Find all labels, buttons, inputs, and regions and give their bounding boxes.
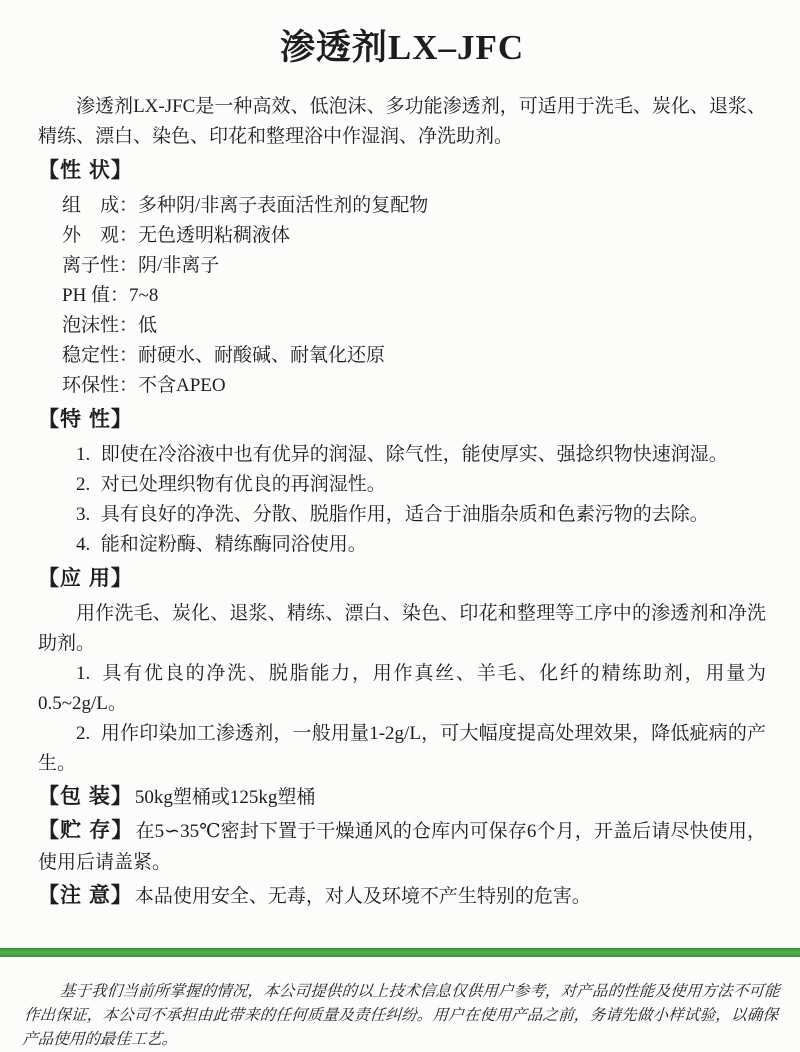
item-number: 1. xyxy=(76,663,91,684)
property-label: 泡沫性： xyxy=(62,315,139,336)
feature-item xyxy=(38,470,766,500)
feature-item xyxy=(38,500,766,530)
item-text: 具有良好的净洗、分散、脱脂作用，适合于油脂杂质和色素污物的去除。 xyxy=(100,504,709,525)
features-list xyxy=(38,440,766,560)
section-heading-features: 【特 性】 xyxy=(38,408,133,431)
item-number: 4. xyxy=(76,534,91,555)
property-value: 阴/非离子 xyxy=(138,255,220,276)
property-label: 离子性： xyxy=(62,255,139,276)
section-heading-caution: 【注 意】 xyxy=(38,884,133,907)
storage-section xyxy=(38,815,766,878)
property-row xyxy=(62,251,766,281)
packaging-text: 50kg塑桶或125kg塑桶 xyxy=(134,787,316,808)
application-item xyxy=(38,659,766,719)
item-text: 用作印染加工渗透剂，一般用量1-2g/L，可大幅度提高处理效果，降低疵病的产生。 xyxy=(38,723,766,774)
property-label: PH 值： xyxy=(62,285,130,306)
property-value: 7~8 xyxy=(129,285,159,306)
section-heading-application: 【应 用】 xyxy=(38,567,133,590)
footer-disclaimer: 基于我们当前所掌握的情况，本公司提供的以上技术信息仅供用户参考，对产品的性能及使用方法不可能作出保证，本公司不承担由此带来的任何质量及责任纠纷。用户在使用产品之前，务请先做小样试验，以确保产品使用的最佳工艺。 xyxy=(21,982,781,1048)
packaging-section xyxy=(38,781,766,813)
property-value: 不含APEO xyxy=(138,375,226,396)
section-heading-properties: 【性 状】 xyxy=(38,159,133,182)
property-value: 耐硬水、耐酸碱、耐氧化还原 xyxy=(138,345,386,366)
item-text: 对已处理织物有优良的再润湿性。 xyxy=(100,474,386,495)
item-number: 3. xyxy=(76,504,91,525)
item-text: 能和淀粉酶、精练酶同浴使用。 xyxy=(100,534,367,555)
section-heading-storage: 【贮 存】 xyxy=(38,819,134,842)
property-value: 无色透明粘稠液体 xyxy=(138,225,291,246)
item-number: 2. xyxy=(76,474,91,495)
property-row xyxy=(62,281,766,311)
property-row xyxy=(62,371,766,401)
property-row xyxy=(62,341,766,371)
page-footer xyxy=(0,948,800,1048)
footer-divider-bar xyxy=(0,948,800,957)
property-row xyxy=(62,191,766,221)
caution-section xyxy=(38,880,766,912)
property-label: 外 观： xyxy=(62,225,139,246)
item-text: 即使在冷浴液中也有优异的润湿、除气性，能使厚实、强捻织物快速润湿。 xyxy=(100,444,728,465)
feature-item xyxy=(38,440,766,470)
item-number: 1. xyxy=(76,444,91,465)
property-label: 环保性： xyxy=(62,375,139,396)
property-row xyxy=(62,311,766,341)
properties-list xyxy=(62,191,766,401)
page-title: 渗透剂LX–JFC xyxy=(279,28,525,67)
feature-item xyxy=(38,530,766,560)
intro-paragraph: 渗透剂LX-JFC是一种高效、低泡沫、多功能渗透剂，可适用于洗毛、炭化、退浆、精练、漂白、染色、印花和整理浴中作湿润、净洗助剂。 xyxy=(38,96,766,147)
property-row xyxy=(62,221,766,251)
section-heading-packaging: 【包 装】 xyxy=(38,785,133,808)
property-label: 稳定性： xyxy=(62,345,139,366)
property-value: 低 xyxy=(138,315,158,336)
application-item xyxy=(38,719,766,779)
property-label: 组 成： xyxy=(62,195,139,216)
storage-text: 在5∽35℃密封下置于干燥通风的仓库内可保存6个月，开盖后请尽快使用，使用后请盖紧。 xyxy=(38,821,766,873)
caution-text: 本品使用安全、无毒，对人及环境不产生特别的危害。 xyxy=(134,886,591,907)
item-text: 具有优良的净洗、脱脂能力，用作真丝、羊毛、化纤的精练助剂，用量为0.5~2g/L。 xyxy=(38,663,766,714)
item-number: 2. xyxy=(76,723,91,744)
application-intro: 用作洗毛、炭化、退浆、精练、漂白、染色、印花和整理等工序中的渗透剂和净洗助剂。 xyxy=(38,603,766,654)
property-value: 多种阴/非离子表面活性剂的复配物 xyxy=(138,195,429,216)
